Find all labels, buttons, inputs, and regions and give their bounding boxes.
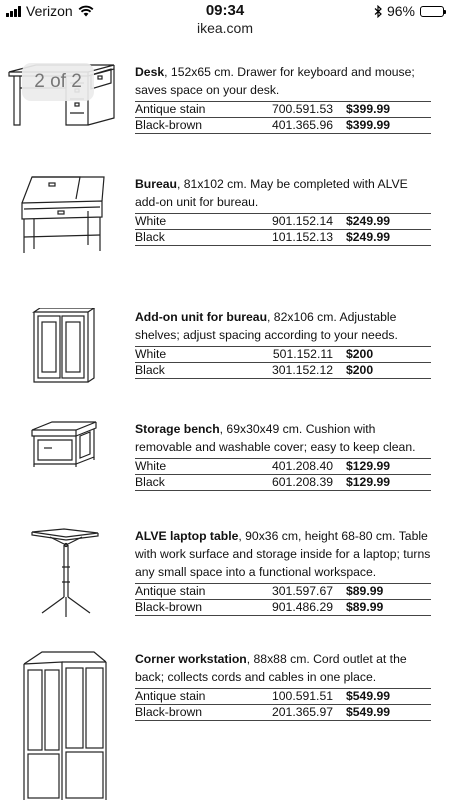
variant-table — [135, 458, 431, 491]
product-name[interactable]: Add-on unit for bureau — [135, 310, 268, 324]
variant-color: Black-brown — [135, 118, 203, 132]
product-name[interactable]: Corner workstation — [135, 652, 247, 666]
carrier-name: Verizon — [26, 3, 73, 19]
article-number: 700.591.53 — [272, 102, 333, 116]
laptop-table-info — [135, 527, 435, 616]
variant-color: Black-brown — [135, 705, 203, 719]
variant-price: $129.99 — [346, 475, 391, 489]
article-number: 401.208.40 — [272, 459, 333, 473]
variant-row[interactable] — [135, 230, 431, 246]
variant-row[interactable] — [135, 475, 431, 491]
variant-price: $549.99 — [346, 689, 391, 703]
variant-row[interactable] — [135, 459, 431, 475]
bureau-image — [6, 175, 124, 255]
variant-price: $249.99 — [346, 230, 391, 244]
variant-color: Black — [135, 475, 165, 489]
bureau-info — [135, 175, 435, 246]
storage-bench-image — [6, 420, 124, 468]
variant-row[interactable] — [135, 705, 431, 721]
page-indicator: 2 of 2 — [22, 63, 94, 101]
product-name[interactable]: Storage bench — [135, 422, 220, 436]
variant-price: $89.99 — [346, 584, 384, 598]
variant-row[interactable] — [135, 102, 431, 118]
variant-row[interactable] — [135, 689, 431, 705]
variant-color: White — [135, 459, 167, 473]
variant-color: Antique stain — [135, 102, 206, 116]
bluetooth-icon — [374, 5, 382, 18]
laptop-table-image — [6, 527, 124, 619]
article-number: 501.152.11 — [272, 347, 333, 361]
variant-row[interactable] — [135, 363, 431, 379]
variant-table — [135, 688, 431, 721]
article-number: 301.152.12 — [272, 363, 333, 377]
variant-row[interactable] — [135, 347, 431, 363]
desk-info — [135, 63, 435, 134]
corner-workstation-image — [6, 650, 124, 800]
product-description — [135, 650, 435, 686]
corner-workstation-info — [135, 650, 435, 721]
status-bar — [0, 0, 450, 22]
variant-price: $200 — [346, 363, 374, 377]
variant-color: Antique stain — [135, 689, 206, 703]
article-number: 100.591.51 — [272, 689, 333, 703]
variant-price: $249.99 — [346, 214, 391, 228]
product-description — [135, 175, 435, 211]
storage-bench-info — [135, 420, 435, 491]
product-description — [135, 63, 435, 99]
variant-table — [135, 213, 431, 246]
product-description — [135, 420, 435, 456]
article-number: 901.486.29 — [272, 600, 333, 614]
product-details: , 82x106 cm. Adjustable shelves; adjust spacing according to your needs. — [135, 310, 398, 342]
product-name[interactable]: ALVE laptop table — [135, 529, 239, 543]
variant-table — [135, 346, 431, 379]
variant-row[interactable] — [135, 118, 431, 134]
battery-percent: 96% — [386, 3, 415, 19]
variant-price: $200 — [346, 347, 374, 361]
variant-row[interactable] — [135, 584, 431, 600]
variant-color: White — [135, 214, 167, 228]
product-name[interactable]: Bureau — [135, 177, 177, 191]
product-details: , 81x102 cm. May be completed with ALVE add-on unit for bureau. — [135, 177, 408, 209]
variant-color: Black — [135, 363, 165, 377]
variant-price: $399.99 — [346, 102, 391, 116]
article-number: 101.152.13 — [272, 230, 333, 244]
variant-price: $399.99 — [346, 118, 391, 132]
variant-price: $549.99 — [346, 705, 391, 719]
article-number: 601.208.39 — [272, 475, 333, 489]
variant-row[interactable] — [135, 214, 431, 230]
variant-price: $129.99 — [346, 459, 391, 473]
add-on-unit-image — [6, 308, 124, 384]
product-details: , 69x30x49 cm. Cushion with removable and washable cover; easy to keep clean. — [135, 422, 416, 454]
article-number: 201.365.97 — [272, 705, 333, 719]
variant-color: White — [135, 347, 167, 361]
battery-area — [374, 3, 444, 19]
add-on-unit-info — [135, 308, 435, 379]
status-time: 09:34 — [205, 2, 245, 19]
product-details: , 88x88 cm. Cord outlet at the back; collects cords and cables in one place. — [135, 652, 407, 684]
variant-table — [135, 101, 431, 134]
variant-color: Black — [135, 230, 165, 244]
variant-price: $89.99 — [346, 600, 384, 614]
product-details: , 90x36 cm, height 68-80 cm. Table with work surface and storage inside for a laptop; turns any small space into a functional workspace. — [135, 529, 431, 579]
product-description — [135, 308, 435, 344]
product-description — [135, 527, 435, 581]
variant-row[interactable] — [135, 600, 431, 616]
variant-color: Black-brown — [135, 600, 203, 614]
url-bar[interactable]: ikea.com — [196, 20, 254, 36]
product-details: , 152x65 cm. Drawer for keyboard and mouse; saves space on your desk. — [135, 65, 415, 97]
variant-color: Antique stain — [135, 584, 206, 598]
variant-table — [135, 583, 431, 616]
article-number: 901.152.14 — [272, 214, 333, 228]
article-number: 401.365.96 — [272, 118, 333, 132]
battery-icon — [420, 6, 444, 17]
product-name[interactable]: Desk — [135, 65, 165, 79]
article-number: 301.597.67 — [272, 584, 333, 598]
